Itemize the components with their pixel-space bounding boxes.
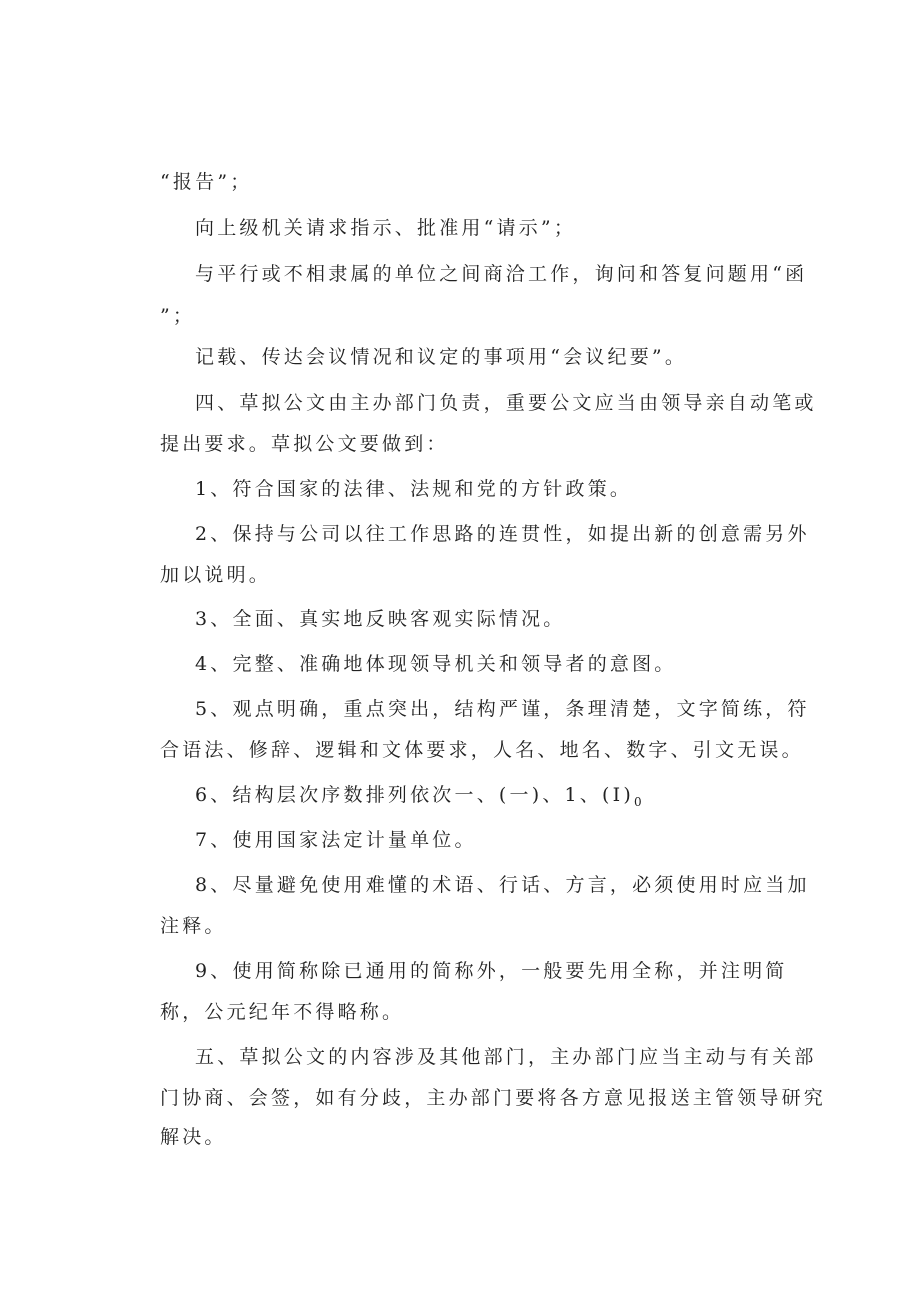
text-line-main: 6、结构层次序数排列依次一、(一)、1、(I) xyxy=(195,784,634,806)
text-line: 8、尽量避免使用难懂的术语、行话、方言，必须使用时应当加 xyxy=(195,874,810,896)
text-line: 7、使用国家法定计量单位。 xyxy=(195,829,477,851)
subscript: 0 xyxy=(633,795,642,809)
text-line: 2、保持与公司以往工作思路的连贯性，如提出新的创意需另外 xyxy=(195,523,810,545)
text-line: 3、全面、真实地反映客观实际情况。 xyxy=(195,608,566,630)
text-line: 与平行或不相隶属的单位之间商洽工作，询问和答复问题用“函 xyxy=(195,263,808,285)
text-line: 门协商、会签，如有分歧，主办部门要将各方意见报送主管领导研究 xyxy=(160,1087,827,1109)
text-line: 记载、传达会议情况和议定的事项用“会议纪要”。 xyxy=(195,346,688,368)
text-line xyxy=(195,783,642,814)
text-line: 注释。 xyxy=(160,915,227,937)
text-line: 五、草拟公文的内容涉及其他部门，主办部门应当主动与有关部 xyxy=(195,1046,817,1068)
text-line: 5、观点明确，重点突出，结构严谨，条理清楚，文字简练，符 xyxy=(195,698,810,720)
text-line: 称，公元纪年不得略称。 xyxy=(160,1001,405,1023)
text-line: 1、符合国家的法律、法规和党的方针政策。 xyxy=(195,478,633,500)
text-line: 解决。 xyxy=(160,1126,227,1148)
text-line: 提出要求。草拟公文要做到： xyxy=(160,433,449,455)
text-line: 4、完整、准确地体现领导机关和领导者的意图。 xyxy=(195,653,677,675)
text-line: 9、使用简称除已通用的简称外，一般要先用全称，并注明简 xyxy=(195,960,788,982)
text-line: 向上级机关请求指示、批准用“请示”； xyxy=(195,217,577,239)
text-line: “报告”； xyxy=(160,171,253,193)
text-line: ”； xyxy=(160,305,196,327)
text-line: 合语法、修辞、逻辑和文体要求，人名、地名、数字、引文无误。 xyxy=(160,739,804,761)
text-line: 加以说明。 xyxy=(160,564,272,586)
text-line: 四、草拟公文由主办部门负责，重要公文应当由领导亲自动笔或 xyxy=(195,392,817,414)
